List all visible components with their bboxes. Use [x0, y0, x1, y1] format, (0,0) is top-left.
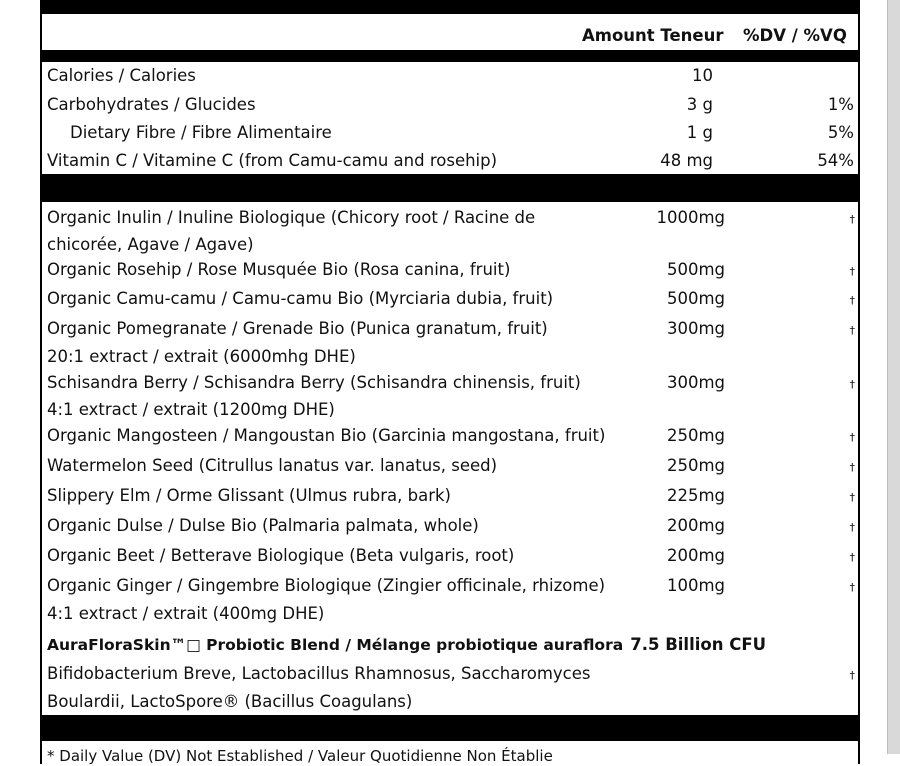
dv-not-established-mark: †	[849, 581, 855, 594]
probiotic-blend-title: AuraFloraSkin™□ Probiotic Blend / Mélange probiotique auraflora	[47, 636, 624, 654]
probiotic-strains: Boulardii, LactoSpore® (Bacillus Coagulans)	[47, 692, 413, 711]
ingredient-name: Schisandra Berry / Schisandra Berry (Schisandra chinensis, fruit)	[47, 373, 581, 392]
dv-not-established-mark: †	[849, 669, 855, 682]
dv-not-established-mark: †	[849, 461, 855, 474]
amount-column-header: Amount Teneur	[582, 26, 724, 45]
ingredient-name: Watermelon Seed (Citrullus lanatus var. lanatus, seed)	[47, 456, 498, 475]
ingredient-amount: 300mg	[666, 319, 725, 338]
ingredient-amount: 200mg	[666, 546, 725, 565]
nutrient-amount: 1 g	[686, 123, 713, 142]
ingredient-detail: chicorée, Agave / Agave)	[47, 235, 254, 254]
ingredient-name: Organic Dulse / Dulse Bio (Palmaria palmata, whole)	[47, 516, 479, 535]
ingredient-amount: 500mg	[666, 289, 725, 308]
ingredient-amount: 200mg	[666, 516, 725, 535]
ingredient-name: Organic Inulin / Inuline Biologique (Chicory root / Racine de	[47, 208, 536, 227]
ingredient-name: Organic Pomegranate / Grenade Bio (Punica granatum, fruit)	[47, 319, 548, 338]
probiotic-strains: Bifidobacterium Breve, Lactobacillus Rhamnosus, Saccharomyces	[47, 664, 591, 683]
nutrient-dv: 5%	[827, 123, 854, 142]
dv-not-established-mark: †	[849, 491, 855, 504]
nutrient-name: Dietary Fibre / Fibre Alimentaire	[70, 123, 332, 142]
ingredient-detail: 4:1 extract / extrait (1200mg DHE)	[47, 400, 335, 419]
top-divider-bar	[40, 0, 860, 14]
ingredient-amount: 100mg	[666, 576, 725, 595]
ingredient-amount: 1000mg	[656, 208, 725, 227]
dv-not-established-mark: †	[849, 378, 855, 391]
ingredient-detail: 20:1 extract / extrait (6000mhg DHE)	[47, 347, 356, 366]
dv-not-established-mark: †	[849, 521, 855, 534]
nutrient-amount: 48 mg	[660, 151, 713, 170]
footnote: * Daily Value (DV) Not Established / Valeur Quotidienne Non Établie	[47, 747, 553, 765]
ingredient-amount: 250mg	[666, 426, 725, 445]
section-divider-bar	[40, 174, 860, 202]
dv-not-established-mark: †	[849, 294, 855, 307]
dv-column-header: %DV / %VQ	[743, 26, 847, 45]
nutrient-amount: 3 g	[686, 95, 713, 114]
dv-not-established-mark: †	[849, 324, 855, 337]
ingredient-name: Slippery Elm / Orme Glissant (Ulmus rubra, bark)	[47, 486, 451, 505]
ingredient-name: Organic Camu-camu / Camu-camu Bio (Myrciaria dubia, fruit)	[47, 289, 554, 308]
dv-not-established-mark: †	[849, 551, 855, 564]
ingredient-amount: 225mg	[666, 486, 725, 505]
dv-not-established-mark: †	[849, 265, 855, 278]
ingredient-amount: 250mg	[666, 456, 725, 475]
dv-not-established-mark: †	[849, 431, 855, 444]
ingredient-name: Organic Mangosteen / Mangoustan Bio (Garcinia mangostana, fruit)	[47, 426, 606, 445]
bottom-divider-bar	[40, 715, 860, 741]
nutrient-amount: 10	[692, 66, 713, 85]
ingredient-amount: 500mg	[666, 260, 725, 279]
nutrient-name: Vitamin C / Vitamine C (from Camu-camu and rosehip)	[47, 151, 498, 170]
ingredient-name: Organic Beet / Betterave Biologique (Beta vulgaris, root)	[47, 546, 515, 565]
header-divider-bar	[40, 50, 860, 62]
ingredient-name: Organic Ginger / Gingembre Biologique (Zingier officinale, rhizome)	[47, 576, 606, 595]
page-edge	[887, 0, 900, 754]
ingredient-name: Organic Rosehip / Rose Musquée Bio (Rosa canina, fruit)	[47, 260, 511, 279]
probiotic-blend-amount: 7.5 Billion CFU	[630, 635, 766, 654]
nutrient-name: Carbohydrates / Glucides	[47, 95, 256, 114]
nutrient-dv: 1%	[827, 95, 854, 114]
nutrient-dv: 54%	[817, 151, 854, 170]
ingredient-amount: 300mg	[666, 373, 725, 392]
dv-not-established-mark: †	[849, 213, 855, 226]
ingredient-detail: 4:1 extract / extrait (400mg DHE)	[47, 604, 325, 623]
nutrient-name: Calories / Calories	[47, 66, 196, 85]
